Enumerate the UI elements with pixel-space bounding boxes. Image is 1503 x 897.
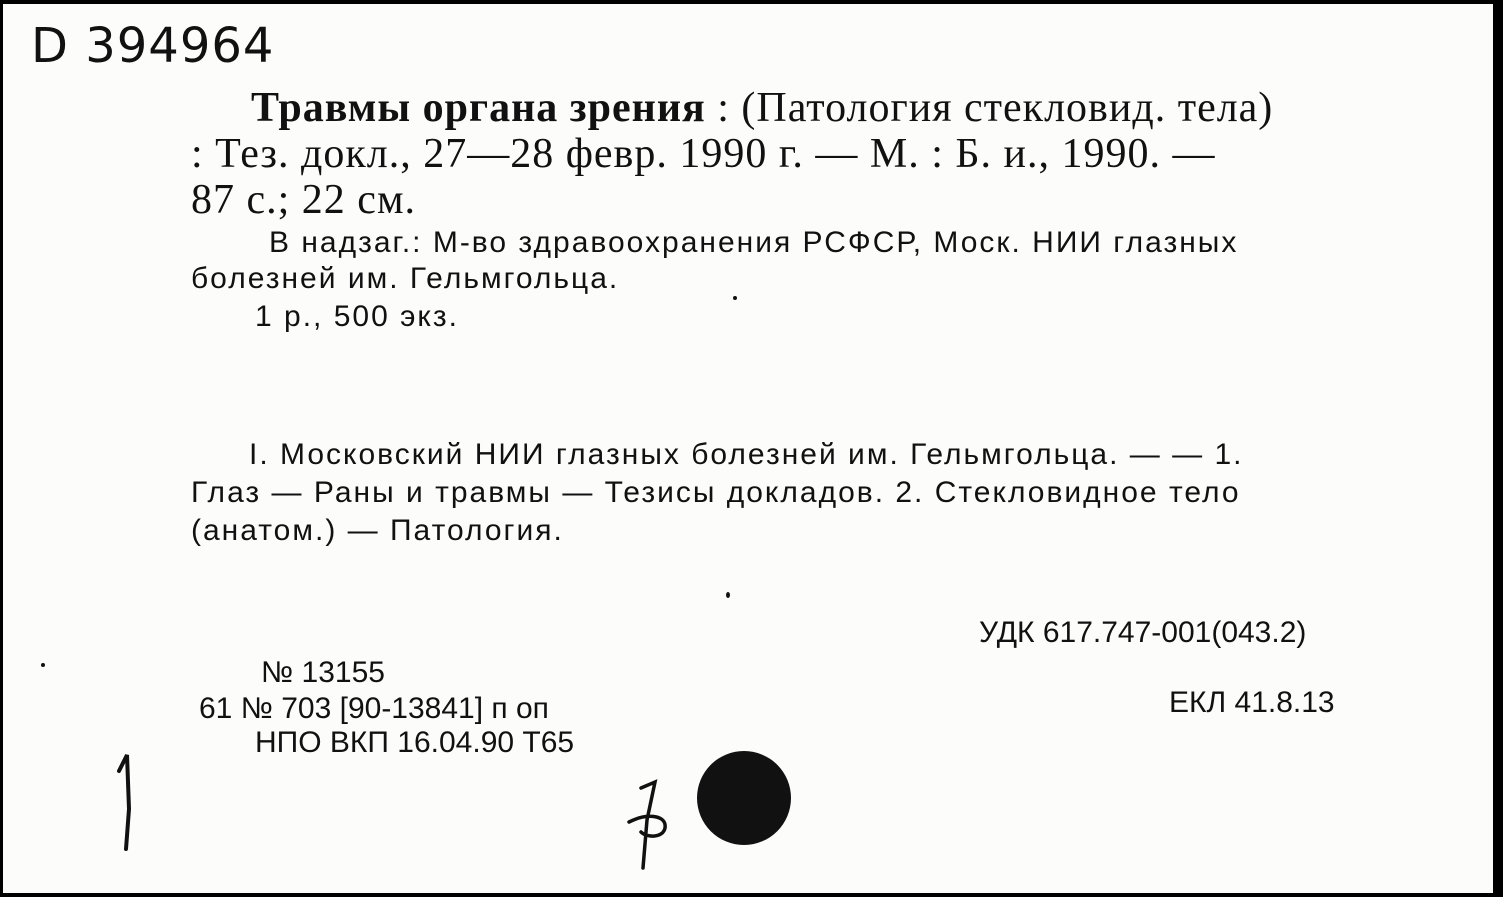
note-line-2: болезней им. Гельмгольца. bbox=[191, 262, 620, 295]
tracing-line-2: Глаз — Раны и травмы — Тезисы докладов. 2. Стекловидное тело bbox=[191, 476, 1241, 509]
imprint-line: : Тез. докл., 27—28 февр. 1990 г. — М. : Б. и., 1990. — bbox=[191, 131, 1216, 177]
tracing-line-1: I. Московский НИИ глазных болезней им. Гельмгольца. — — 1. bbox=[249, 438, 1244, 471]
udk-code: УДК 617.747-001(043.2) bbox=[979, 616, 1307, 649]
pencil-mark bbox=[109, 749, 149, 859]
note-line-1: В надзаг.: М-во здравоохранения РСФСР, Моск. НИИ глазных bbox=[269, 226, 1239, 259]
punch-hole bbox=[697, 751, 791, 845]
handwritten-initial-icon bbox=[619, 776, 679, 876]
order-line: 61 № 703 [90-13841] п оп bbox=[199, 692, 549, 725]
title-rest: : (Патология стекловид. тела) bbox=[705, 85, 1274, 131]
title-line bbox=[251, 84, 1273, 132]
title-bold: Травмы органа зрения bbox=[251, 85, 706, 131]
tracing-line-3: (анатом.) — Патология. bbox=[191, 514, 564, 547]
speck bbox=[726, 592, 730, 598]
speck bbox=[733, 296, 737, 300]
ekl-code: ЕКЛ 41.8.13 bbox=[1169, 686, 1335, 719]
card-number: № 13155 bbox=[261, 656, 385, 689]
npo-line: НПО ВКП 16.04.90 Т65 bbox=[255, 726, 575, 759]
shelfmark: D 394964 bbox=[31, 18, 275, 74]
collation-line: 87 с.; 22 см. bbox=[191, 177, 417, 223]
price-line: 1 р., 500 экз. bbox=[255, 300, 459, 333]
speck bbox=[41, 663, 45, 667]
